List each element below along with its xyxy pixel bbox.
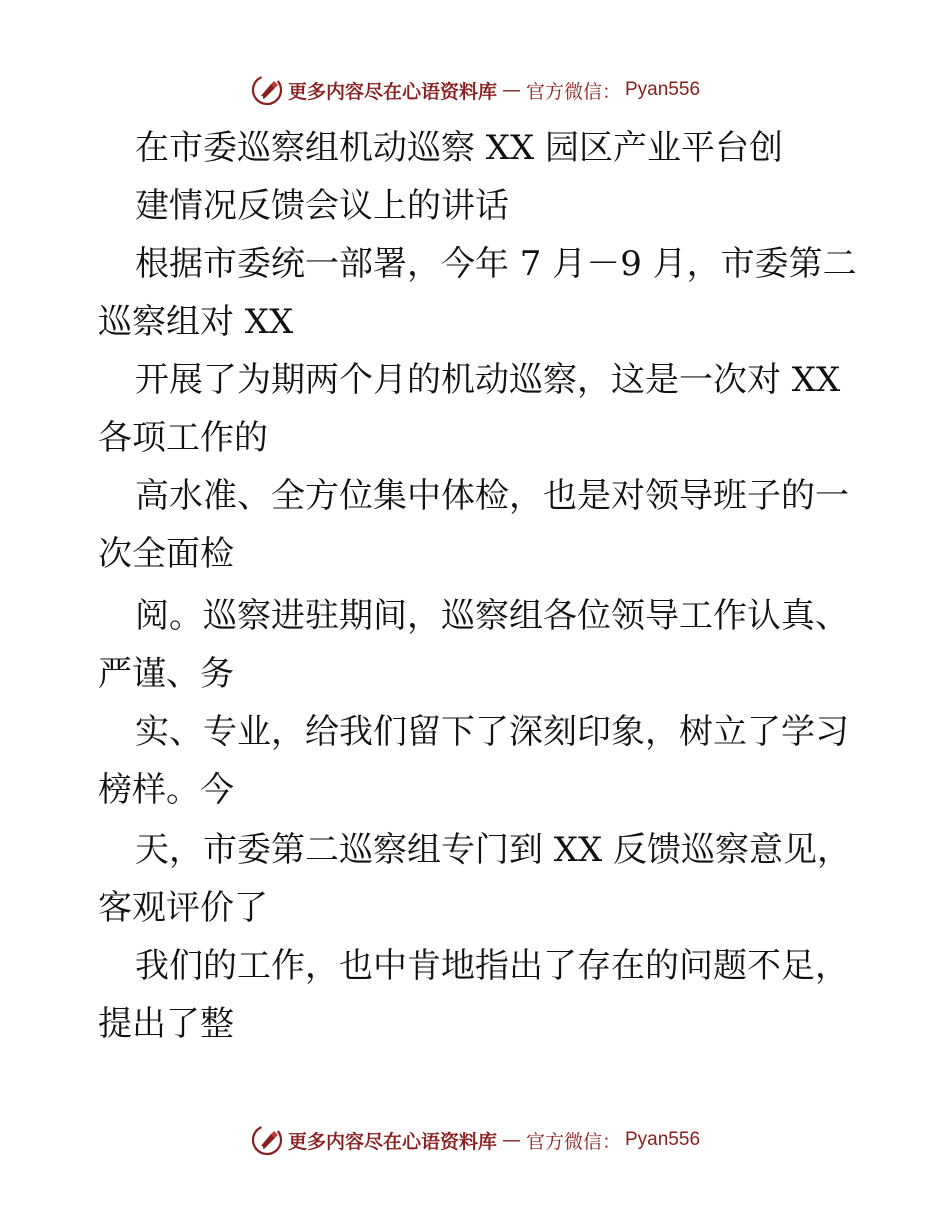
watermark-brand-text: 更多内容尽在心语资料库: [287, 80, 497, 103]
watermark-group: [250, 1123, 700, 1157]
paragraph-line: 榜样。今: [98, 770, 234, 810]
watermark-separator: —: [501, 1129, 521, 1151]
document-title-line-2: 建情况反馈会议上的讲话: [135, 186, 509, 226]
watermark-group: [250, 73, 700, 107]
pen-nib-logo-icon: [250, 73, 284, 107]
paragraph-line: 根据市委统一部署，今年 7 月－9 月，市委第二: [135, 244, 857, 284]
pen-nib-logo-icon: [250, 1123, 284, 1157]
paragraph-line: 提出了整: [98, 1004, 234, 1044]
paragraph-line: 天，市委第二巡察组专门到 XX 反馈巡察意见，: [135, 830, 852, 870]
document-title-line-1: 在市委巡察组机动巡察 XX 园区产业平台创: [135, 128, 784, 168]
watermark-wechat-id: Pyan556: [625, 1129, 701, 1150]
watermark-wechat-label: 官方微信：: [525, 80, 621, 103]
footer-watermark: [0, 1120, 950, 1160]
watermark-brand-text: 更多内容尽在心语资料库: [287, 1130, 497, 1153]
watermark-wechat-id: Pyan556: [625, 79, 701, 100]
paragraph-line: 各项工作的: [98, 418, 268, 458]
paragraph-line: 我们的工作，也中肯地指出了存在的问题不足，: [135, 946, 849, 986]
paragraph-line: 客观评价了: [98, 888, 268, 928]
watermark-wechat-label: 官方微信：: [525, 1130, 621, 1153]
paragraph-line: 实、专业，给我们留下了深刻印象，树立了学习: [135, 712, 849, 752]
paragraph-line: 开展了为期两个月的机动巡察，这是一次对 XX: [135, 360, 841, 400]
paragraph-line: 高水准、全方位集中体检，也是对领导班子的一: [135, 476, 849, 516]
paragraph-line: 次全面检: [98, 534, 234, 574]
watermark-separator: —: [501, 79, 521, 101]
paragraph-line: 巡察组对 XX: [98, 302, 294, 342]
paragraph-line: 阅。巡察进驻期间，巡察组各位领导工作认真、: [135, 596, 849, 636]
header-watermark: [0, 70, 950, 110]
paragraph-line: 严谨、务: [98, 654, 234, 694]
